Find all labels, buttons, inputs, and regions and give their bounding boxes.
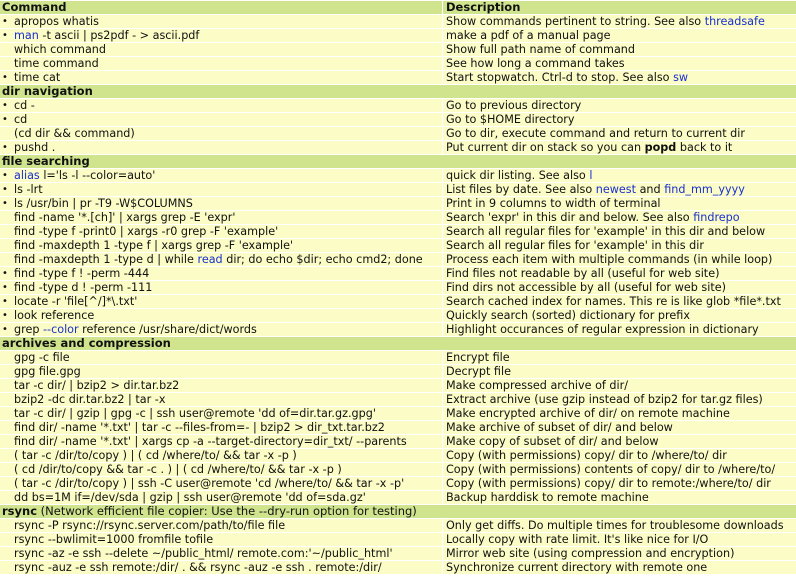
text-fragment: find dir/ -name '*.txt' | tar -c --files-from=- | bzip2 > dir_txt.tar.bz2 <box>14 421 385 434</box>
command-cell <box>12 266 442 280</box>
command-cell <box>12 42 442 56</box>
bold-text: popd <box>644 141 677 154</box>
inline-link[interactable]: l <box>589 169 593 182</box>
description-cell <box>442 196 796 210</box>
section-header-row <box>0 84 796 98</box>
bullet-marker: • <box>0 280 12 294</box>
command-cell <box>12 182 442 196</box>
text-fragment: time command <box>14 57 99 70</box>
bullet-marker: • <box>0 70 12 84</box>
command-cell <box>12 406 442 420</box>
command-cell <box>12 546 442 560</box>
text-fragment: List files by date. See also <box>446 183 596 196</box>
text-fragment: quick dir listing. See also <box>446 169 590 182</box>
bullet-marker <box>0 490 12 504</box>
command-row <box>0 168 796 182</box>
inline-link[interactable]: sw <box>673 71 689 84</box>
bullet-marker <box>0 126 12 140</box>
description-cell <box>442 70 796 84</box>
command-cell <box>12 168 442 182</box>
text-fragment: Process each item with multiple commands (in while loop) <box>446 253 773 266</box>
inline-link[interactable]: read <box>197 253 223 266</box>
description-cell <box>442 364 796 378</box>
bullet-marker <box>0 532 12 546</box>
text-fragment: cd <box>14 113 28 126</box>
text-fragment: find -maxdepth 1 -type f | xargs grep -F 'example' <box>14 239 294 252</box>
column-header-description: Description <box>442 0 796 14</box>
description-cell <box>442 308 796 322</box>
bullet-marker: • <box>0 322 12 336</box>
description-cell <box>442 224 796 238</box>
command-cell <box>12 518 442 532</box>
command-cell <box>12 252 442 266</box>
text-fragment: -t ascii | ps2pdf - > ascii.pdf <box>38 29 200 42</box>
bullet-marker: • <box>0 308 12 322</box>
text-fragment: tar -c dir/ | gzip | gpg -c | ssh user@remote 'dd of=dir.tar.gz.gpg' <box>14 407 376 420</box>
command-row <box>0 532 796 546</box>
description-cell <box>442 28 796 42</box>
text-fragment: dir; do echo $dir; echo cmd2; done <box>222 253 423 266</box>
bullet-marker: • <box>0 196 12 210</box>
command-row <box>0 518 796 532</box>
command-cell <box>12 364 442 378</box>
command-cell <box>12 350 442 364</box>
bullet-marker <box>0 42 12 56</box>
text-fragment: Show full path name of command <box>446 43 635 56</box>
command-row <box>0 56 796 70</box>
section-title <box>0 154 796 168</box>
command-cell <box>12 98 442 112</box>
command-row <box>0 378 796 392</box>
text-fragment: pushd . <box>14 141 56 154</box>
command-row <box>0 140 796 154</box>
bullet-marker <box>0 462 12 476</box>
text-fragment: bzip2 -dc dir.tar.bz2 | tar -x <box>14 393 166 406</box>
bullet-marker: • <box>0 294 12 308</box>
bullet-marker: • <box>0 112 12 126</box>
command-row <box>0 224 796 238</box>
command-cell <box>12 56 442 70</box>
command-cell <box>12 224 442 238</box>
command-row <box>0 98 796 112</box>
description-cell <box>442 126 796 140</box>
text-fragment: Search all regular files for 'example' in this dir <box>446 239 704 252</box>
text-fragment: l='ls -l --color=auto' <box>39 169 156 182</box>
inline-link[interactable]: alias <box>14 169 40 182</box>
command-cell <box>12 28 442 42</box>
text-fragment: Search 'expr' in this dir and below. See also <box>446 211 694 224</box>
text-fragment: rsync --bwlimit=1000 fromfile tofile <box>14 533 214 546</box>
description-cell <box>442 252 796 266</box>
text-fragment: Show commands pertinent to string. See also <box>446 15 705 28</box>
text-fragment: Start stopwatch. Ctrl-d to stop. See also <box>446 71 674 84</box>
description-cell <box>442 266 796 280</box>
text-fragment: Make compressed archive of dir/ <box>446 379 628 392</box>
command-row <box>0 70 796 84</box>
command-row <box>0 350 796 364</box>
command-row <box>0 112 796 126</box>
command-cell <box>12 434 442 448</box>
command-cell <box>12 532 442 546</box>
command-cell <box>12 322 442 336</box>
bullet-marker: • <box>0 168 12 182</box>
text-fragment: gpg file.gpg <box>14 365 81 378</box>
text-fragment: cd - <box>14 99 35 112</box>
description-cell <box>442 294 796 308</box>
text-fragment: find -type d ! -perm -111 <box>14 281 153 294</box>
command-cell <box>12 308 442 322</box>
text-fragment: find -type f ! -perm -444 <box>14 267 150 280</box>
text-fragment: See how long a command takes <box>446 57 625 70</box>
text-fragment: back to it <box>676 141 733 154</box>
command-cell <box>12 210 442 224</box>
command-cell <box>12 112 442 126</box>
bullet-marker: • <box>0 266 12 280</box>
command-cell <box>12 476 442 490</box>
bullet-marker <box>0 378 12 392</box>
text-fragment: Extract archive (use gzip instead of bzip2 for tar.gz files) <box>446 393 763 406</box>
command-row <box>0 490 796 504</box>
command-row <box>0 266 796 280</box>
command-row <box>0 476 796 490</box>
command-cell <box>12 196 442 210</box>
command-row <box>0 462 796 476</box>
description-cell <box>442 14 796 28</box>
section-title-text: archives and compression <box>2 336 171 350</box>
command-row <box>0 196 796 210</box>
command-row <box>0 238 796 252</box>
text-fragment: Mirror web site (using compression and encryption) <box>446 547 735 560</box>
text-fragment: Go to dir, execute command and return to current dir <box>446 127 745 140</box>
command-row <box>0 280 796 294</box>
section-header-row <box>0 154 796 168</box>
text-fragment: Print in 9 columns to width of terminal <box>446 197 661 210</box>
text-fragment: Copy (with permissions) contents of copy/ dir to /where/to/ <box>446 463 776 476</box>
bullet-marker <box>0 406 12 420</box>
section-title-text: dir navigation <box>2 84 93 98</box>
text-fragment: ls /usr/bin | pr -T9 -W$COLUMNS <box>14 197 193 210</box>
text-fragment: dd bs=1M if=/dev/sda | gzip | ssh user@remote 'dd of=sda.gz' <box>14 491 366 504</box>
command-cell <box>12 378 442 392</box>
bullet-marker <box>0 392 12 406</box>
text-fragment: find dir/ -name '*.txt' | xargs cp -a --target-directory=dir_txt/ --parents <box>14 435 407 448</box>
description-cell <box>442 168 796 182</box>
text-fragment: look reference <box>14 309 95 322</box>
section-title-text: rsync <box>2 504 38 518</box>
command-cell <box>12 420 442 434</box>
description-cell <box>442 56 796 70</box>
inline-link[interactable]: newest <box>595 183 637 196</box>
text-fragment: Find dirs not accessible by all (useful for web site) <box>446 281 726 294</box>
bullet-marker: • <box>0 140 12 154</box>
description-cell <box>442 42 796 56</box>
description-cell <box>442 392 796 406</box>
command-row <box>0 406 796 420</box>
inline-link[interactable]: threadsafe <box>704 15 765 28</box>
command-row <box>0 182 796 196</box>
text-fragment: ls -lrt <box>14 183 43 196</box>
section-title-text: file searching <box>2 154 90 168</box>
bullet-marker <box>0 210 12 224</box>
text-fragment: Make copy of subset of dir/ and below <box>446 435 659 448</box>
text-fragment: and <box>636 183 665 196</box>
inline-link[interactable]: find_mm_yyyy <box>664 183 745 196</box>
inline-link[interactable]: findrepo <box>693 211 740 224</box>
bullet-marker: • <box>0 28 12 42</box>
command-cell <box>12 70 442 84</box>
bullet-marker: • <box>0 14 12 28</box>
bullet-marker <box>0 434 12 448</box>
text-fragment: Search cached index for names. This re is like glob *file*.txt <box>446 295 781 308</box>
command-cell <box>12 14 442 28</box>
command-row <box>0 434 796 448</box>
text-fragment: Go to previous directory <box>446 99 582 112</box>
command-cell <box>12 392 442 406</box>
column-header-command: Command <box>0 0 442 14</box>
command-row <box>0 364 796 378</box>
text-fragment: Find files not readable by all (useful for web site) <box>446 267 720 280</box>
text-fragment: rsync -auz -e ssh remote:/dir/ . && rsync -auz -e ssh . remote:/dir/ <box>14 561 382 574</box>
bullet-marker: • <box>0 98 12 112</box>
command-row <box>0 126 796 140</box>
text-fragment: Go to $HOME directory <box>446 113 575 126</box>
command-cell <box>12 280 442 294</box>
text-fragment: which command <box>14 43 106 56</box>
description-cell <box>442 420 796 434</box>
section-title-note: (Network efficient file copier: Use the --dry-run option for testing) <box>37 504 417 518</box>
description-cell <box>442 238 796 252</box>
text-fragment: Locally copy with rate limit. It's like nice for I/O <box>446 533 709 546</box>
command-cell <box>12 140 442 154</box>
inline-link[interactable]: --color <box>43 323 79 336</box>
bullet-marker <box>0 252 12 266</box>
text-fragment: apropos whatis <box>14 15 99 28</box>
command-cell <box>12 294 442 308</box>
section-title <box>0 336 796 350</box>
text-fragment: Make archive of subset of dir/ and below <box>446 421 673 434</box>
command-cell <box>12 126 442 140</box>
section-header-row <box>0 504 796 518</box>
command-row <box>0 322 796 336</box>
command-row <box>0 560 796 574</box>
description-cell <box>442 140 796 154</box>
text-fragment: ( tar -c /dir/to/copy ) | ( cd /where/to/ && tar -x -p ) <box>14 449 297 462</box>
inline-link[interactable]: man <box>14 29 39 42</box>
bullet-marker <box>0 476 12 490</box>
text-fragment: locate -r 'file[^/]*\.txt' <box>14 295 138 308</box>
text-fragment: Encrypt file <box>446 351 510 364</box>
text-fragment: find -name '*.[ch]' | xargs grep -E 'expr' <box>14 211 236 224</box>
command-row <box>0 308 796 322</box>
bullet-marker <box>0 350 12 364</box>
text-fragment: find -maxdepth 1 -type d | while <box>14 253 198 266</box>
section-title <box>0 504 796 518</box>
text-fragment: make a pdf of a manual page <box>446 29 611 42</box>
text-fragment: Make encrypted archive of dir/ on remote machine <box>446 407 730 420</box>
command-row <box>0 420 796 434</box>
bullet-marker <box>0 448 12 462</box>
description-cell <box>442 434 796 448</box>
bullet-marker <box>0 546 12 560</box>
text-fragment: Copy (with permissions) copy/ dir to remote:/where/to/ dir <box>446 477 771 490</box>
command-row <box>0 546 796 560</box>
description-cell <box>442 210 796 224</box>
description-cell <box>442 518 796 532</box>
bullet-marker <box>0 238 12 252</box>
command-row <box>0 392 796 406</box>
text-fragment: rsync -P rsync://rsync.server.com/path/to/file file <box>14 519 286 532</box>
description-cell <box>442 560 796 574</box>
text-fragment: grep <box>14 323 43 336</box>
command-row <box>0 294 796 308</box>
description-cell <box>442 378 796 392</box>
command-row <box>0 28 796 42</box>
bullet-marker <box>0 420 12 434</box>
command-row <box>0 448 796 462</box>
description-cell <box>442 546 796 560</box>
text-fragment: reference /usr/share/dict/words <box>78 323 257 336</box>
command-cell <box>12 462 442 476</box>
bullet-marker: • <box>0 182 12 196</box>
command-cell <box>12 238 442 252</box>
bullet-marker <box>0 224 12 238</box>
text-fragment: Search all regular files for 'example' in this dir and below <box>446 225 766 238</box>
description-cell <box>442 280 796 294</box>
command-row <box>0 252 796 266</box>
text-fragment: Quickly search (sorted) dictionary for prefix <box>446 309 690 322</box>
command-row <box>0 42 796 56</box>
description-cell <box>442 532 796 546</box>
description-cell <box>442 98 796 112</box>
command-cell <box>12 448 442 462</box>
description-cell <box>442 476 796 490</box>
text-fragment: Highlight occurances of regular expression in dictionary <box>446 323 759 336</box>
command-cell <box>12 560 442 574</box>
description-cell <box>442 448 796 462</box>
description-cell <box>442 350 796 364</box>
text-fragment: ( tar -c /dir/to/copy ) | ssh -C user@remote 'cd /where/to/ && tar -x -p' <box>14 477 405 490</box>
text-fragment: Decrypt file <box>446 365 511 378</box>
text-fragment: ( cd /dir/to/copy && tar -c . ) | ( cd /where/to/ && tar -x -p ) <box>14 463 342 476</box>
command-row <box>0 14 796 28</box>
text-fragment: Put current dir on stack so you can <box>446 141 645 154</box>
description-cell <box>442 112 796 126</box>
text-fragment: (cd dir && command) <box>14 127 135 140</box>
text-fragment: Only get diffs. Do multiple times for troublesome downloads <box>446 519 784 532</box>
text-fragment: time cat <box>14 71 61 84</box>
section-title <box>0 84 796 98</box>
text-fragment: tar -c dir/ | bzip2 > dir.tar.bz2 <box>14 379 180 392</box>
table-header-row <box>0 0 796 14</box>
description-cell <box>442 490 796 504</box>
command-row <box>0 210 796 224</box>
bullet-marker <box>0 364 12 378</box>
bullet-marker <box>0 560 12 574</box>
section-header-row <box>0 336 796 350</box>
description-cell <box>442 462 796 476</box>
description-cell <box>442 406 796 420</box>
description-cell <box>442 322 796 336</box>
description-cell <box>442 182 796 196</box>
bullet-marker <box>0 56 12 70</box>
text-fragment: Backup harddisk to remote machine <box>446 491 649 504</box>
text-fragment: rsync -az -e ssh --delete ~/public_html/ remote.com:'~/public_html' <box>14 547 393 560</box>
text-fragment: Synchronize current directory with remote one <box>446 561 708 574</box>
text-fragment: find -type f -print0 | xargs -r0 grep -F 'example' <box>14 225 279 238</box>
text-fragment: gpg -c file <box>14 351 70 364</box>
command-cell <box>12 490 442 504</box>
bullet-marker <box>0 518 12 532</box>
text-fragment: Copy (with permissions) copy/ dir to /where/to/ dir <box>446 449 727 462</box>
